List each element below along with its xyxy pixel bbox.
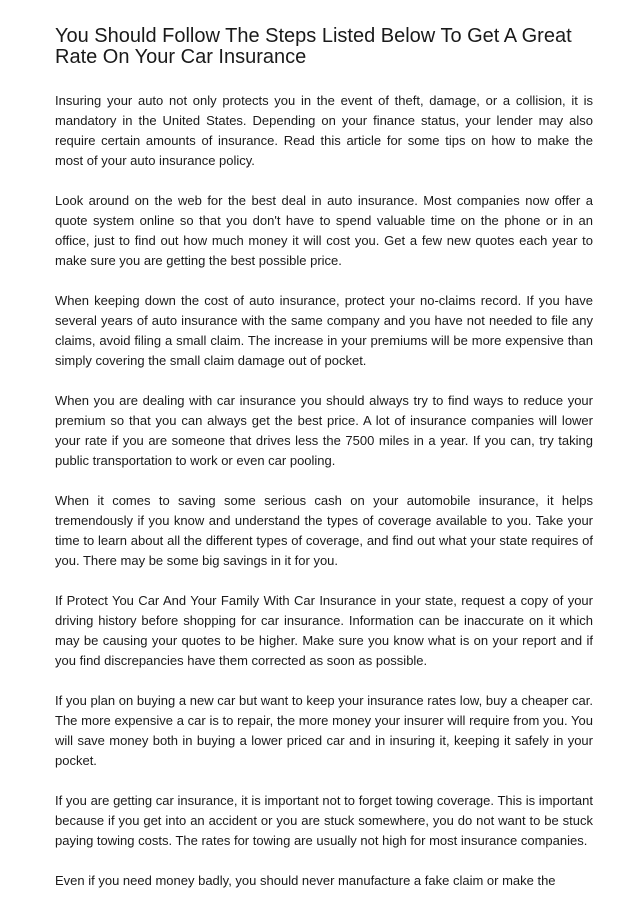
paragraph-6: If Protect You Car And Your Family With Car Insurance in your state, request a copy of your driving history before shopping for car insurance. Information can be inaccurate on it which may be causing your quotes to be higher. Make sure you know what is on your report and if you find discrepancies have them corrected as soon as possible. bbox=[55, 593, 593, 668]
paragraph-5: When it comes to saving some serious cash on your automobile insurance, it helps tremendously if you know and understand the types of coverage available to you. Take your time to learn about all the different types of coverage, and find out what your state requires of you. There may be some big savings in it for you. bbox=[55, 493, 593, 568]
paragraph-1: Insuring your auto not only protects you in the event of theft, damage, or a collision, it is mandatory in the United States. Depending on your finance status, your lender may also require certain amounts of insurance. Read this article for some tips on how to make the most of your auto insurance policy. bbox=[55, 93, 593, 168]
document-page bbox=[55, 26, 593, 911]
paragraph-8: If you are getting car insurance, it is important not to forget towing coverage. This is important because if you get into an accident or you are stuck somewhere, you do not want to be stuck paying towing costs. The rates for towing are usually not high for most insurance companies. bbox=[55, 793, 593, 848]
paragraph-4: When you are dealing with car insurance you should always try to find ways to reduce your premium so that you can always get the best price. A lot of insurance companies will lower your rate if you are someone that drives less the 7500 miles in a year. If you can, try taking public transportation to work or even car pooling. bbox=[55, 393, 593, 468]
paragraph-9: Even if you need money badly, you should never manufacture a fake claim or make the bbox=[55, 873, 556, 888]
paragraph-3: When keeping down the cost of auto insurance, protect your no-claims record. If you have several years of auto insurance with the same company and you have not needed to file any claims, avoid filing a small claim. The increase in your premiums will be more expensive than simply covering the small claim damage out of pocket. bbox=[55, 293, 593, 368]
paragraph-2: Look around on the web for the best deal in auto insurance. Most companies now offer a quote system online so that you don't have to spend valuable time on the phone or in an office, just to find out how much money it will cost you. Get a few new quotes each year to make sure you are getting the best possible price. bbox=[55, 193, 593, 268]
document-title: You Should Follow The Steps Listed Below To Get A Great Rate On Your Car Insurance bbox=[55, 25, 572, 68]
paragraph-7: If you plan on buying a new car but want to keep your insurance rates low, buy a cheaper car. The more expensive a car is to repair, the more money your insurer will require from you. You will save money both in buying a lower priced car and in insuring it, keeping it safely in your pocket. bbox=[55, 693, 593, 768]
